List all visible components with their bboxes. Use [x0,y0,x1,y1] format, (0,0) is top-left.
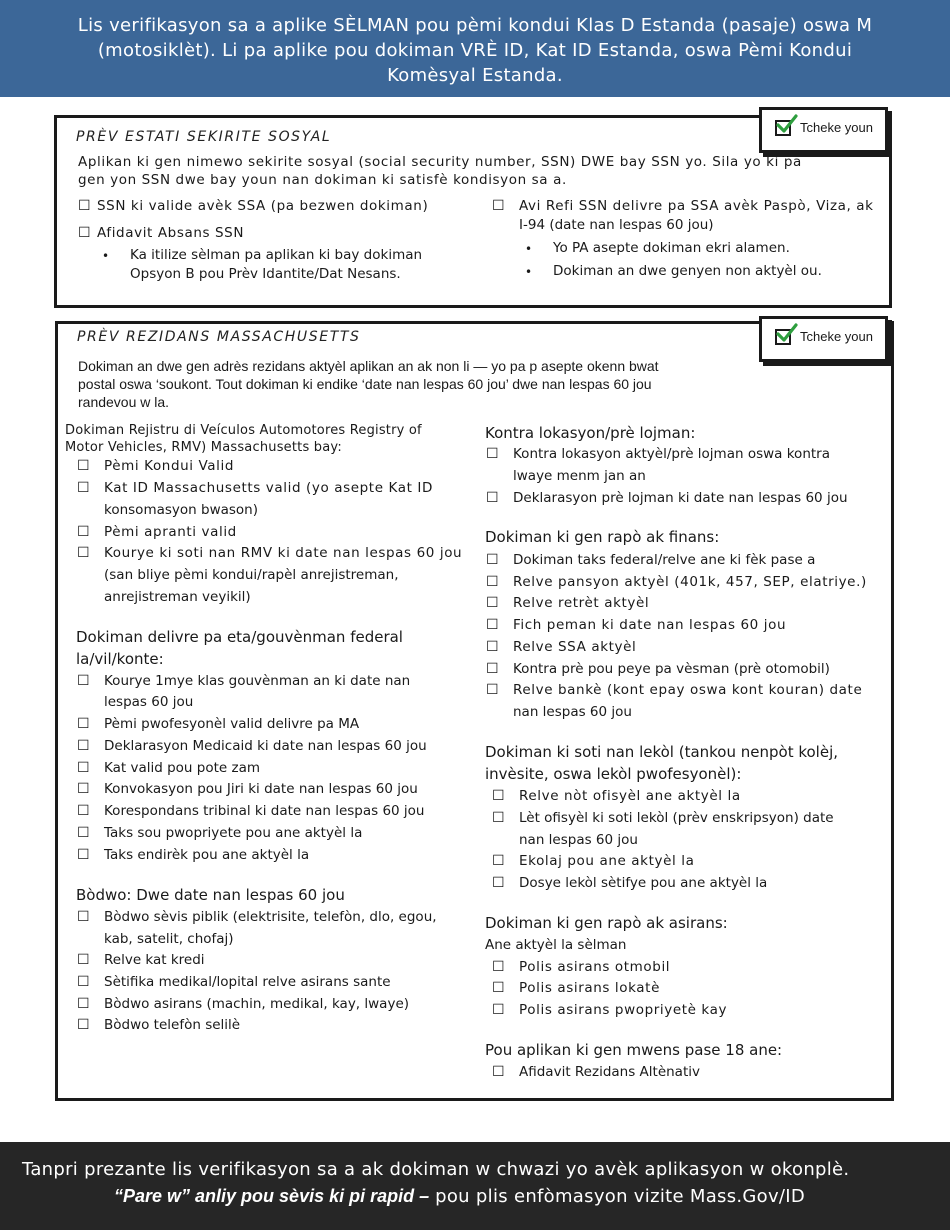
checkbox-fin-paystub[interactable]: ☐ [486,617,499,633]
check-one-label: Tcheke youn [800,329,873,344]
checkbox-school-letter[interactable]: ☐ [492,810,505,826]
minor-heading: Pou aplikan ki gen mwens pase 18 ane: [485,1041,783,1059]
checkbox-fin-bank[interactable]: ☐ [486,682,499,698]
insurance-item: Polis asirans lokatè [519,980,660,996]
checkbox-school-records[interactable]: ☐ [492,875,505,891]
checkbox-fin-tax[interactable]: ☐ [486,552,499,568]
rmv-item-cont: (san bliye pèmi kondui/rapèl anrejistreman, [104,567,399,583]
checkbox-fin-pension[interactable]: ☐ [486,574,499,590]
checkbox-fin-loan[interactable]: ☐ [486,661,499,677]
ssn-option-3-note-1: Yo PA asepte dokiman ekri alamen. [553,240,790,256]
checkbox-bill-insurance[interactable]: ☐ [77,996,90,1012]
ssn-option-1-label: SSN ki valide avèk SSA (pa bezwen dokiman) [97,198,429,214]
check-mark-icon [776,323,798,343]
checkbox-rmv-id-card[interactable]: ☐ [77,480,90,496]
rmv-item: Pèmi Kondui Valid [104,458,235,474]
finance-item: Kontra prè pou peye pa vèsman (prè otomobil) [513,661,830,677]
gov-item-cont: lespas 60 jou [104,694,194,710]
school-item: Dosye lekòl sètifye pou ane aktyèl la [519,875,768,891]
bills-heading: Bòdwo: Dwe date nan lespas 60 jou [76,886,345,904]
ssn-option-3-label-2: I-94 (date nan lespas 60 jou) [519,217,714,233]
residency-intro-line-3: randevou w la. [78,394,170,410]
header-banner [0,0,950,97]
checkbox-gov-court[interactable]: ☐ [77,803,90,819]
checkbox-gov-medicaid[interactable]: ☐ [77,738,90,754]
finance-item: Fich peman ki date nan lespas 60 jou [513,617,787,633]
checkbox-ins-auto[interactable]: ☐ [492,959,505,975]
check-mark-icon [776,114,798,134]
bill-item: Bòdwo sèvis piblik (elektrisite, telefòn, dlo, egou, [104,909,437,925]
checkbox-bill-utility[interactable]: ☐ [77,909,90,925]
checkbox-gov-mail[interactable]: ☐ [77,673,90,689]
bill-item-cont: kab, satelit, chofaj) [104,931,234,947]
checkbox-ins-homeowner[interactable]: ☐ [492,1002,505,1018]
checkbox-gov-prof-license[interactable]: ☐ [77,716,90,732]
footer-bar [0,1142,950,1230]
finance-item: Relve SSA aktyèl [513,639,637,655]
insurance-subheading: Ane aktyèl la sèlman [485,937,627,953]
gov-item: Taks sou pwopriyete pou ane aktyèl la [104,825,363,841]
footer-line-1: Tanpri prezante lis verifikasyon sa a ak dokiman w chwazi yo avèk aplikasyon w okonplè. [22,1159,850,1180]
rmv-heading-2: Motor Vehicles, RMV) Massachusetts bay: [65,440,342,455]
checkbox-fin-ssa[interactable]: ☐ [486,639,499,655]
insurance-heading: Dokiman ki gen rapò ak asirans: [485,914,728,932]
gov-heading-1: Dokiman delivre pa eta/gouvènman federal [76,628,403,646]
checkbox-school-transcript[interactable]: ☐ [492,788,505,804]
checkbox-gov-firearm[interactable]: ☐ [77,760,90,776]
ssn-intro-line-2: gen yon SSN dwe bay youn nan dokiman ki satisfè kondisyon sa a. [78,172,567,188]
school-item-cont: nan lespas 60 jou [519,832,638,848]
checkbox-bill-cellphone[interactable]: ☐ [77,1017,90,1033]
checkbox-school-tuition[interactable]: ☐ [492,853,505,869]
finance-heading: Dokiman ki gen rapò ak finans: [485,528,720,546]
finance-item-cont: nan lespas 60 jou [513,704,632,720]
school-heading-2: invèsite, oswa lekòl pwofesyonèl): [485,765,742,783]
banner-line-3: Komèsyal Estanda. [387,65,563,86]
rmv-item-cont: konsomasyon bwason) [104,502,258,518]
check-one-tab-residency [759,316,888,362]
checkbox-bill-credit[interactable]: ☐ [77,952,90,968]
ssn-option-2-note-2: Opsyon B pou Prèv Idantite/Dat Nesans. [130,266,401,282]
footer-ready-text: “Pare w” anliy pou sèvis ki pi rapid – [114,1186,430,1206]
checkbox-gov-jury[interactable]: ☐ [77,781,90,797]
check-one-label: Tcheke youn [800,120,873,135]
ssn-intro-line-1: Aplikan ki gen nimewo sekirite sosyal (social security number, SSN) DWE bay SSN yo. Sila yo ki pa [78,154,802,170]
residency-intro-line-1: Dokiman an dwe gen adrès rezidans aktyèl aplikan an ak non li — yo pa p asepte okenn bwat [78,358,659,374]
ssn-option-3-label-1: Avi Refi SSN delivre pa SSA avèk Paspò, Viza, ak [519,198,874,214]
insurance-item: Polis asirans otmobil [519,959,671,975]
minor-item: Afidavit Rezidans Altènativ [519,1064,700,1080]
checkbox-gov-excise-tax[interactable]: ☐ [77,847,90,863]
gov-item: Konvokasyon pou Jiri ki date nan lespas 60 jou [104,781,418,797]
finance-item: Relve pansyon aktyèl (401k, 457, SEP, elatriye.) [513,574,867,590]
ssn-option-3-note-2: Dokiman an dwe genyen non aktyèl ou. [553,263,822,279]
lease-item-cont: lwaye menm jan an [513,468,646,484]
lease-item: Kontra lokasyon aktyèl/prè lojman oswa kontra [513,446,830,462]
banner-line-1: Lis verifikasyon sa a aplike SÈLMAN pou pèmi kondui Klas D Estanda (pasaje) oswa M [77,15,873,36]
gov-item: Deklarasyon Medicaid ki date nan lespas 60 jou [104,738,427,754]
checkbox-ssn-valid[interactable]: ☐ [78,198,91,214]
checkbox-minor-affidavit[interactable]: ☐ [492,1064,505,1080]
checkbox-rmv-mail[interactable]: ☐ [77,545,90,561]
school-item: Lèt ofisyèl ki soti lekòl (prèv enskripsyon) date [519,810,834,826]
gov-item: Kat valid pou pote zam [104,760,261,776]
bill-item: Bòdwo telefòn selilè [104,1017,241,1033]
gov-item: Kourye 1mye klas gouvènman an ki date nan [104,673,411,689]
finance-item: Relve bankè (kont epay oswa kont kouran) date [513,682,863,698]
checkbox-gov-property-tax[interactable]: ☐ [77,825,90,841]
residency-section-title: PRÈV REZIDANS MASSACHUSETTS [77,329,361,345]
bill-item: Bòdwo asirans (machin, medikal, kay, lwaye) [104,996,410,1012]
rmv-item-cont: anrejistreman veyikil) [104,589,251,605]
lease-heading: Kontra lokasyon/prè lojman: [485,424,696,442]
school-item: Relve nòt ofisyèl ane aktyèl la [519,788,741,804]
checkbox-lease-contract[interactable]: ☐ [486,446,499,462]
rmv-item: Pèmi apranti valid [104,524,237,540]
banner-line-2: (motosiklèt). Li pa aplike pou dokiman VRÈ ID, Kat ID Estanda, oswa Pèmi Kondui [97,40,853,61]
checkbox-bill-medical[interactable]: ☐ [77,974,90,990]
footer-line-2 [114,1186,805,1207]
rmv-item: Kourye ki soti nan RMV ki date nan lespas 60 jou [104,545,463,561]
checkbox-ssn-denial[interactable]: ☐ [492,198,505,214]
bill-item: Sètifika medikal/lopital relve asirans sante [104,974,391,990]
rmv-item: Kat ID Massachusetts valid (yo asepte Kat ID [104,480,433,496]
gov-heading-2: la/vil/konte: [76,650,164,668]
checkbox-rmv-permit[interactable]: ☐ [77,524,90,540]
bullet-icon: • [525,242,533,256]
checkbox-ssn-affidavit[interactable]: ☐ [78,225,91,241]
ssn-option-2-label: Afidavit Absans SSN [97,225,245,241]
bullet-icon: • [102,249,110,263]
gov-item: Taks endirèk pou ane aktyèl la [104,847,310,863]
checkbox-ins-renter[interactable]: ☐ [492,980,505,996]
ssn-option-2-note-1: Ka itilize sèlman pa aplikan ki bay dokiman [130,247,423,263]
rmv-heading-1: Dokiman Rejistru di Veículos Automotores Registry of [65,423,422,438]
bill-item: Relve kat kredi [104,952,205,968]
footer-more-info: pou plis enfòmasyon vizite Mass.Gov/ID [429,1186,806,1207]
check-one-tab-ssn [759,107,888,153]
checkbox-lease-mortgage[interactable]: ☐ [486,490,499,506]
school-heading-1: Dokiman ki soti nan lekòl (tankou nenpòt kolèj, [485,743,839,761]
checkbox-fin-retirement[interactable]: ☐ [486,595,499,611]
residency-intro-line-2: postal oswa ‘soukont. Tout dokiman ki endike ‘date nan lespas 60 jou’ dwe nan lespas 60 jou [78,376,652,392]
checkbox-rmv-license[interactable]: ☐ [77,458,90,474]
gov-item: Korespondans tribinal ki date nan lespas 60 jou [104,803,425,819]
gov-item: Pèmi pwofesyonèl valid delivre pa MA [104,716,360,732]
insurance-item: Polis asirans pwopriyetè kay [519,1002,728,1018]
finance-item: Dokiman taks federal/relve ane ki fèk pase a [513,552,816,568]
bullet-icon: • [525,265,533,279]
school-item: Ekolaj pou ane aktyèl la [519,853,695,869]
finance-item: Relve retrèt aktyèl [513,595,650,611]
ssn-section-title: PRÈV ESTATI SEKIRITE SOSYAL [76,129,332,145]
lease-item: Deklarasyon prè lojman ki date nan lespas 60 jou [513,490,848,506]
